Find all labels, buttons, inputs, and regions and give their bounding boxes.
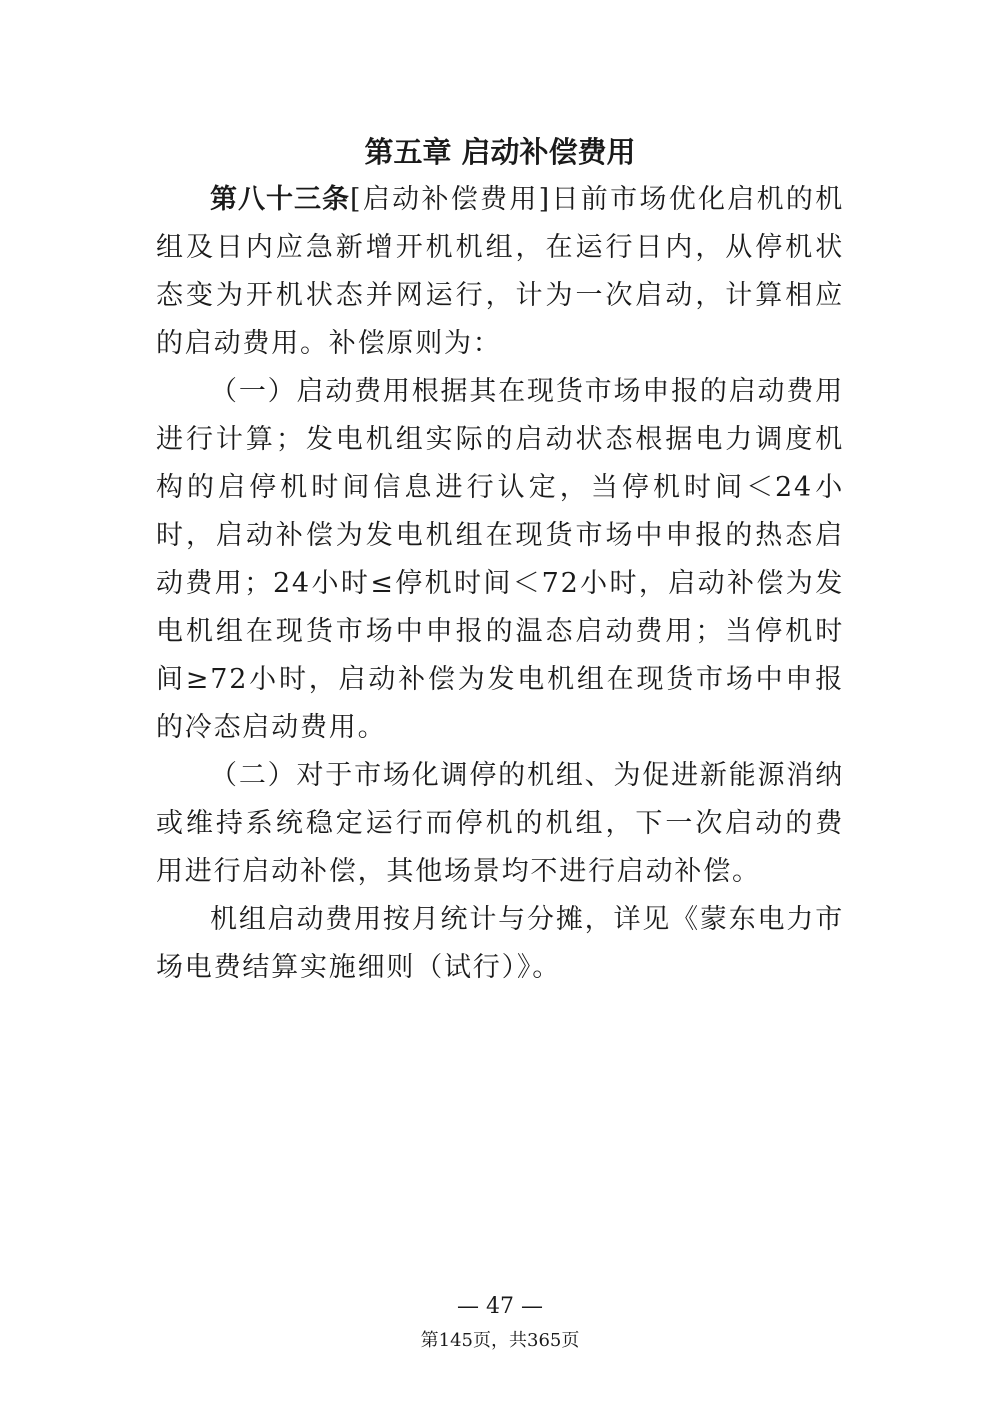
settlement-reference-paragraph: 机组启动费用按月统计与分摊，详见《蒙东电力市场电费结算实施细则（试行）》。 <box>156 904 844 983</box>
article-83-text: [启动补偿费用]日前市场优化启机的机组及日内应急新增开机机组，在运行日内，从停机状态变为开机状态并网运行，计为一次启动，计算相应的启动费用。补偿原则为： <box>156 184 845 359</box>
article-number: 第八十三条 <box>210 184 351 215</box>
clause-2-paragraph: （二）对于市场化调停的机组、为促进新能源消纳或维持系统稳定运行而停机的机组，下一次启动的费用进行启动补偿，其他场景均不进行启动补偿。 <box>156 760 844 887</box>
document-body <box>156 176 844 992</box>
chapter-title: 第五章 启动补偿费用 <box>364 135 636 169</box>
page-number: — 47 — <box>457 1294 543 1319</box>
page-count-info: 第145页，共365页 <box>420 1330 580 1351</box>
article-83-paragraph <box>156 176 844 368</box>
clause-1-paragraph: （一）启动费用根据其在现货市场申报的启动费用进行计算；发电机组实际的启动状态根据电力调度机构的启停机时间信息进行认定，当停机时间＜24小时，启动补偿为发电机组在现货市场中申报的热态启动费用；24小时≤停机时间＜72小时，启动补偿为发电机组在现货市场中申报的温态启动费用；当停机时间≥72小时，启动补偿为发电机组在现货市场中申报的冷态启动费用。 <box>156 376 844 743</box>
